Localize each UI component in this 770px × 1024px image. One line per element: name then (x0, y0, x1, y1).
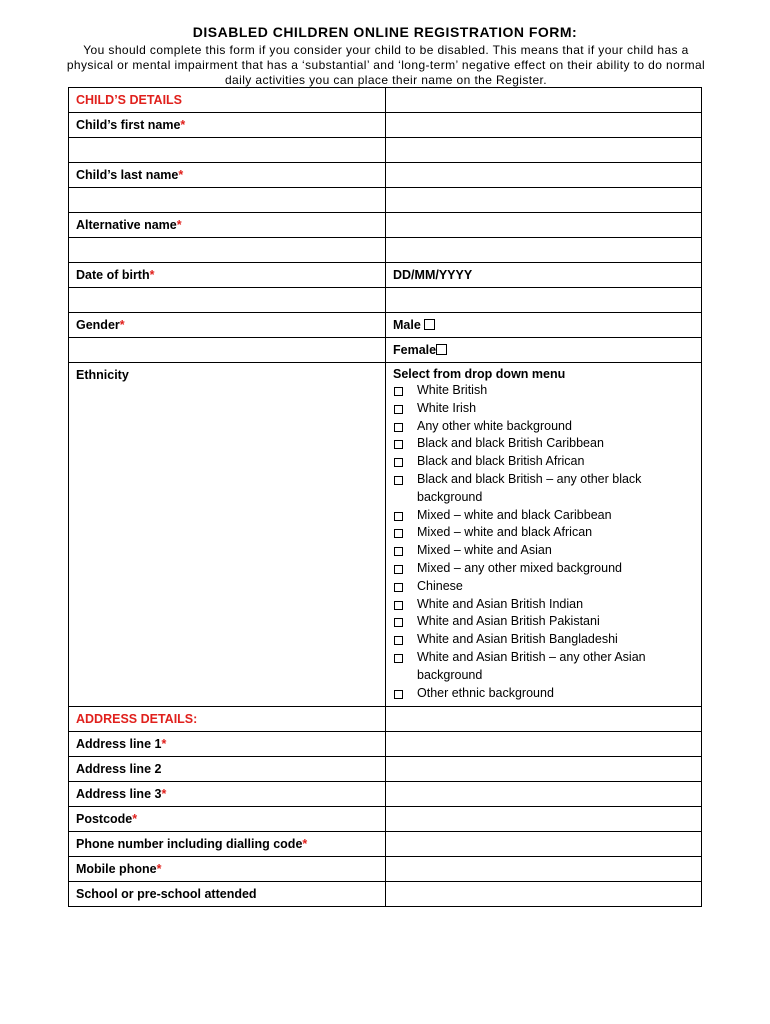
first-name-label (69, 113, 386, 138)
alternative-name-field-left[interactable] (69, 238, 386, 263)
alternative-name-row (69, 213, 702, 238)
required-marker: * (178, 168, 184, 182)
option-checkbox-icon[interactable] (394, 565, 403, 574)
mobile-row (69, 857, 702, 882)
ethnicity-option-label: Mixed – white and Asian (417, 543, 552, 558)
gender-female-option[interactable] (386, 338, 702, 363)
gender-label-text: Gender (76, 318, 120, 332)
ethnicity-row (69, 363, 702, 707)
last-name-label (69, 163, 386, 188)
last-name-row-2 (69, 188, 702, 213)
postcode-field[interactable] (386, 807, 702, 832)
address-line2-label: Address line 2 (69, 757, 386, 782)
ethnicity-option[interactable] (393, 453, 701, 471)
last-name-row (69, 163, 702, 188)
male-checkbox-icon[interactable] (424, 319, 435, 330)
address-line2-field[interactable] (386, 757, 702, 782)
ethnicity-option[interactable] (393, 578, 701, 596)
ethnicity-option[interactable] (393, 631, 701, 649)
last-name-field[interactable] (386, 163, 702, 188)
registration-table (68, 87, 702, 907)
address-line1-row (69, 732, 702, 757)
gender-row-2 (69, 338, 702, 363)
phone-label (69, 832, 386, 857)
gender-male-option[interactable] (386, 313, 702, 338)
ethnicity-option-label: Mixed – any other mixed background (417, 560, 622, 575)
required-marker: * (132, 812, 138, 827)
ethnicity-option[interactable] (393, 418, 701, 436)
intro-text: You should complete this form if you consider your child to be disabled. This means that if your child has a physical or mental impairment that has a ‘substantial’ and ‘long-term’ negative effect on their ability to do normal daily activities you can place their name on the Register. (66, 43, 706, 87)
school-row (69, 882, 702, 907)
first-name-row (69, 113, 702, 138)
alternative-name-row-2 (69, 238, 702, 263)
ethnicity-option[interactable] (393, 507, 701, 525)
school-field[interactable] (386, 882, 702, 907)
ethnicity-option[interactable] (393, 435, 701, 453)
ethnicity-option-label: White British (417, 383, 488, 397)
option-checkbox-icon[interactable] (394, 690, 403, 699)
required-marker: * (161, 737, 167, 752)
ethnicity-option-label: Black and black British African (417, 454, 585, 469)
phone-label-text: Phone number including dialling code (76, 837, 303, 852)
first-name-field-left[interactable] (69, 138, 386, 163)
form-title: DISABLED CHILDREN ONLINE REGISTRATION FORM: (192, 24, 578, 40)
ethnicity-label: Ethnicity (69, 363, 386, 707)
ethnicity-option[interactable] (393, 649, 701, 685)
option-checkbox-icon[interactable] (394, 654, 403, 663)
childs-details-heading: CHILD’S DETAILS (69, 88, 386, 113)
address-line1-label-text: Address line 1 (76, 737, 162, 752)
mobile-field[interactable] (386, 857, 702, 882)
address-line3-label-text: Address line 3 (76, 787, 162, 802)
address-line1-field[interactable] (386, 732, 702, 757)
gender-label (69, 313, 386, 338)
required-marker: * (161, 787, 167, 802)
option-checkbox-icon[interactable] (394, 529, 403, 538)
required-marker: * (176, 218, 182, 232)
ethnicity-option[interactable] (393, 685, 701, 703)
required-marker: * (149, 268, 155, 282)
option-checkbox-icon[interactable] (394, 547, 403, 556)
dob-field-left[interactable] (69, 288, 386, 313)
dob-label (69, 263, 386, 288)
alternative-name-label-text: Alternative name (76, 218, 177, 232)
last-name-field-right[interactable] (386, 188, 702, 213)
ethnicity-option-label: Other ethnic background (417, 685, 554, 700)
required-marker: * (156, 862, 162, 877)
option-checkbox-icon[interactable] (394, 636, 403, 645)
alternative-name-field-right[interactable] (386, 238, 702, 263)
ethnicity-option[interactable] (393, 382, 701, 400)
option-checkbox-icon[interactable] (394, 458, 403, 467)
ethnicity-option[interactable] (393, 524, 701, 542)
gender-row (69, 313, 702, 338)
school-label: School or pre-school attended (69, 882, 386, 907)
last-name-field-left[interactable] (69, 188, 386, 213)
option-checkbox-icon[interactable] (394, 476, 403, 485)
ethnicity-option-label: Black and black British Caribbean (417, 436, 604, 451)
gender-female-label: Female (393, 343, 437, 357)
female-checkbox-icon[interactable] (436, 344, 447, 355)
ethnicity-option-label: Chinese (417, 578, 463, 593)
option-checkbox-icon[interactable] (394, 583, 403, 592)
ethnicity-option[interactable] (393, 471, 701, 507)
dob-row-2 (69, 288, 702, 313)
first-name-field-right[interactable] (386, 138, 702, 163)
address-details-header-row (69, 707, 702, 732)
address-line3-label (69, 782, 386, 807)
option-checkbox-icon[interactable] (394, 440, 403, 449)
option-checkbox-icon[interactable] (394, 601, 403, 610)
address-line3-field[interactable] (386, 782, 702, 807)
ethnicity-option-label: Mixed – white and black African (417, 525, 593, 540)
ethnicity-option-label: White Irish (417, 400, 477, 415)
gender-empty-cell (69, 338, 386, 363)
ethnicity-option-label: White and Asian British – any other Asian background (417, 649, 646, 682)
required-marker: * (180, 118, 186, 132)
postcode-label-text: Postcode (76, 812, 133, 827)
ethnicity-option[interactable] (393, 560, 701, 578)
required-marker: * (302, 837, 308, 852)
mobile-label (69, 857, 386, 882)
postcode-row (69, 807, 702, 832)
ethnicity-option-label: White and Asian British Pakistani (417, 614, 600, 629)
ethnicity-dropdown-heading: Select from drop down menu (393, 367, 566, 381)
postcode-label (69, 807, 386, 832)
option-checkbox-icon[interactable] (394, 512, 403, 521)
childs-details-header-row (69, 88, 702, 113)
phone-row (69, 832, 702, 857)
ethnicity-option[interactable] (393, 596, 701, 614)
ethnicity-option-label: Black and black British – any other black background (417, 471, 642, 504)
address-line3-row (69, 782, 702, 807)
option-checkbox-icon[interactable] (394, 423, 403, 432)
address-line2-row (69, 757, 702, 782)
ethnicity-option-label: Mixed – white and black Caribbean (417, 507, 612, 522)
last-name-label-text: Child’s last name (76, 168, 179, 182)
option-checkbox-icon[interactable] (394, 405, 403, 414)
empty-cell (386, 88, 702, 113)
ethnicity-option-label: White and Asian British Bangladeshi (417, 632, 618, 647)
option-checkbox-icon[interactable] (394, 618, 403, 627)
ethnicity-options-cell (386, 363, 702, 707)
ethnicity-option-label: Any other white background (417, 418, 572, 433)
mobile-label-text: Mobile phone (76, 862, 157, 877)
alternative-name-field[interactable] (386, 213, 702, 238)
address-line1-label (69, 732, 386, 757)
option-checkbox-icon[interactable] (394, 387, 403, 396)
address-details-heading: ADDRESS DETAILS: (69, 707, 386, 732)
alternative-name-label (69, 213, 386, 238)
ethnicity-option-label: White and Asian British Indian (417, 596, 584, 611)
ethnicity-options-list (393, 382, 701, 702)
dob-row (69, 263, 702, 288)
gender-male-label: Male (393, 318, 421, 332)
empty-cell (386, 707, 702, 732)
dob-field-right[interactable] (386, 288, 702, 313)
first-name-row-2 (69, 138, 702, 163)
first-name-field[interactable] (386, 113, 702, 138)
first-name-label-text: Child’s first name (76, 118, 181, 132)
phone-field[interactable] (386, 832, 702, 857)
dob-label-text: Date of birth (76, 268, 150, 282)
ethnicity-option[interactable] (393, 400, 701, 418)
required-marker: * (119, 318, 125, 332)
dob-field[interactable]: DD/MM/YYYY (386, 263, 702, 288)
ethnicity-option[interactable] (393, 613, 701, 631)
ethnicity-option[interactable] (393, 542, 701, 560)
